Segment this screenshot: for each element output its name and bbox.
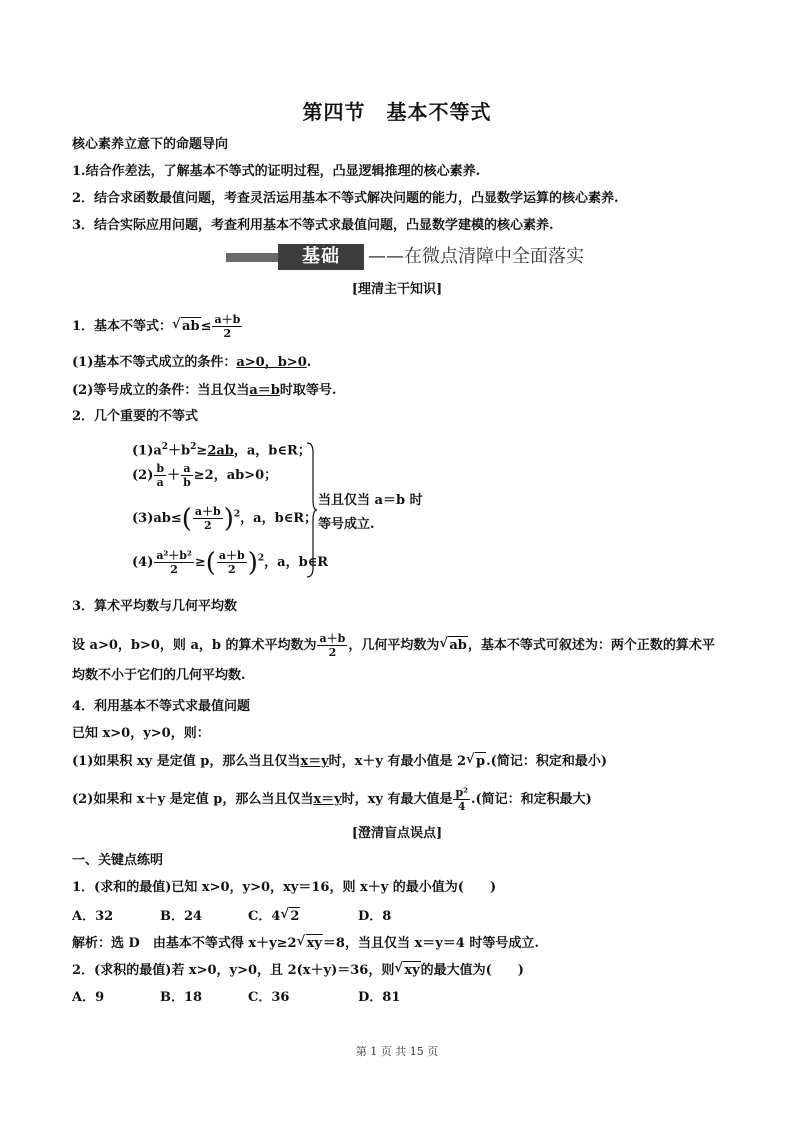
paragraph-heading: 4．利用基本不等式求最值问题 (72, 699, 251, 714)
option: A．32 (72, 909, 114, 924)
solution-label: 解析： (72, 936, 112, 951)
option: C．4√ 2 (248, 907, 358, 926)
option: A．9 (72, 990, 105, 1005)
extremum-rule: (2)如果和 x＋y 是定值 p，那么当且仅当x＝y时，xy 有最大值是 $\frac{\text{p²}}{4}$ .(简记：和定积最大) (72, 786, 592, 813)
extremum-rule: (1)如果积 xy 是定值 p，那么当且仅当x＝y时，x＋y 有最小值是 2√ p.(简记：积定和最小) (72, 752, 607, 771)
page-footer: 第 1 页 共 15 页 (355, 1045, 439, 1058)
practice-heading: 一、关键点练明 (72, 853, 164, 868)
option: B．24 (160, 909, 203, 924)
option: B．18 (160, 990, 203, 1005)
subsection-heading: [理清主干知识] (351, 282, 443, 297)
option: C．36 (248, 990, 290, 1005)
inequality-item: (2) $\frac{b}{a}$ ＋ $\frac{a}{b}$ ≥2，ab>0； (132, 462, 278, 489)
banner-subtitle: ——在微点清障中全面落实 (368, 246, 584, 267)
sqrt-expression: √ ab (181, 317, 201, 336)
condition-line: (2)等号成立的条件：当且仅当a＝b时取等号. (72, 383, 337, 398)
mean-definition: 设 a>0，b>0，则 a，b 的算术平均数为 $\frac{a+b}{2}$ ，几何平均数为√ ab，基本不等式可叙述为：两个正数的算术平 (72, 632, 715, 659)
question-options (72, 989, 400, 1007)
option: D．81 (358, 990, 401, 1005)
given-line: 已知 x>0，y>0，则： (72, 726, 210, 741)
question: 1．(求和的最值)已知 x>0，y>0，xy＝16，则 x＋y 的最小值为( ) (72, 880, 497, 895)
answer-underlined: a>0，b>0 (236, 355, 307, 370)
banner-main: 基础 (278, 244, 364, 270)
condition-line: (1)基本不等式成立的条件：a>0，b>0. (72, 355, 312, 370)
guidance-item: 1.结合作差法，了解基本不等式的证明过程，凸显逻辑推理的核心素养. (72, 164, 481, 179)
inequality-item: $(1)a^2+b^2\ge 2ab$，a，b∈R； (132, 442, 311, 459)
guidance-item: 3．结合实际应用问题，考查利用基本不等式求最值问题，凸显数学建模的核心素养. (72, 218, 554, 233)
answer-underlined: x＝y (313, 792, 342, 807)
question: 2．(求积的最值)若 x>0，y>0，且 2(x＋y)＝36，则√ xy的最大值为( ) (72, 961, 524, 980)
answer-underlined: 2ab (207, 443, 234, 459)
basic-inequality: 1．基本不等式：√ ab≤ $\frac{a+b}{2}$ (72, 313, 243, 340)
inequality-item: (4) $\frac{\text{a²＋b²}}{2}$ ≥( $\frac{a+b}{2}$ )$^2$，a，b∈R (132, 547, 329, 578)
guidance-item: 2．结合求函数最值问题，考查灵活运用基本不等式解决问题的能力，凸显数学运算的核心素养. (72, 191, 619, 206)
banner-bar (226, 253, 278, 262)
guidance-heading: 核心素养立意下的命题导向 (72, 137, 229, 152)
question-options (72, 907, 391, 926)
paragraph-heading: 2．几个重要的不等式 (72, 409, 199, 424)
answer-underlined: x＝y (300, 754, 329, 769)
brace-icon (306, 442, 318, 578)
mean-definition-cont: 均数不小于它们的几何平均数. (72, 668, 246, 683)
inequality-item: (3)ab≤( $\frac{a+b}{2}$ )$^2$，a，b∈R； (132, 503, 318, 534)
paragraph-heading: 3．算术平均数与几何平均数 (72, 599, 238, 614)
section-title: 第四节 基本不等式 (302, 100, 492, 124)
subsection-heading: [澄清盲点误点] (351, 826, 443, 841)
answer-underlined: a＝b (249, 383, 280, 398)
fraction: $\frac{a+b}{2}$ (214, 313, 241, 340)
option: D．8 (358, 909, 392, 924)
solution: 解析：选 D 由基本不等式得 x＋y≥2√ xy＝8，当且仅当 x＝y＝4 时等号成立. (72, 934, 539, 953)
brace-note: 当且仅当 a＝b 时 (318, 493, 423, 508)
brace-note: 等号成立. (318, 517, 375, 532)
